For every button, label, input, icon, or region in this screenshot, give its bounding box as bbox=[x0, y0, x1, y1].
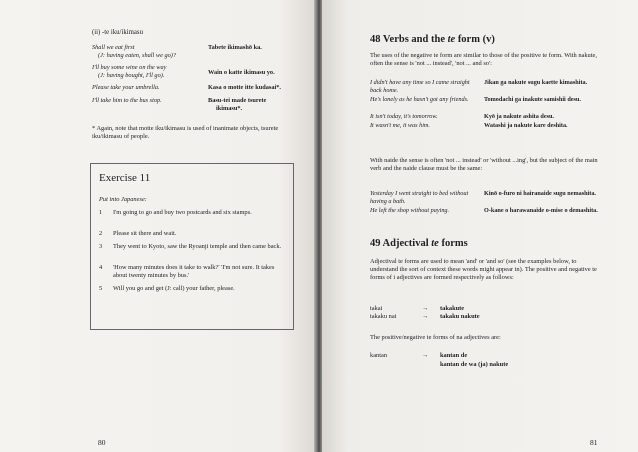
pair-jp: Kyō ja nakute ashita desu. bbox=[484, 113, 554, 120]
arrow-icon: → bbox=[422, 352, 429, 359]
footnote: * Again, note that motte iku/ikimasu is used of inanimate objects, tsurete iku/ikimasu of people. bbox=[92, 125, 279, 140]
pair-en: It wasn't me, it was him. bbox=[370, 122, 430, 129]
na-adjective-text: The positive/negative te forms of na adjectives are: bbox=[370, 334, 501, 341]
title-prefix: 49 Adjectival bbox=[370, 238, 432, 249]
pair-jp: Kinō o-furo ni hairanaide sugu nemashita. bbox=[484, 190, 596, 197]
title-prefix: 48 Verbs and the bbox=[370, 34, 448, 45]
title-suffix: forms bbox=[438, 238, 468, 249]
pair-jp: Watashi ja nakute kare deshita. bbox=[484, 122, 568, 129]
item-text: They went to Kyoto, saw the Ryoanji temple and then came back. bbox=[113, 243, 282, 250]
arrow-icon: → bbox=[422, 313, 429, 320]
example-en: (J: having eaten, shall we go)? bbox=[98, 52, 176, 59]
title-suffix: form (v) bbox=[455, 34, 495, 45]
item-number: 3 bbox=[99, 243, 103, 250]
example-en: Shall we eat first bbox=[92, 44, 135, 51]
exercise-box bbox=[90, 163, 294, 330]
item-number: 1 bbox=[99, 209, 103, 216]
pair-en: He left the shop without paying. bbox=[370, 207, 450, 214]
example-en: Please take your umbrella. bbox=[92, 84, 160, 91]
exercise-instruction: Put into Japanese: bbox=[99, 196, 147, 203]
section-49-intro: Adjectival te forms are used to mean 'and' or 'and so' (see the examples below, to understand the sort of context these words might appear in). The positive and negative te forms of i adjectives are formed respectively as follows: bbox=[370, 258, 597, 281]
example-jp: Basu-tei made tsurete bbox=[208, 97, 267, 104]
left-page bbox=[0, 0, 316, 452]
section-title-49 bbox=[370, 238, 468, 249]
form-to: kantan de wa (ja) nakute bbox=[440, 361, 509, 368]
right-page bbox=[322, 0, 638, 452]
exercise-title: Exercise 11 bbox=[99, 172, 151, 184]
i-form-row bbox=[370, 313, 480, 321]
pair-jp: Jikan ga nakute sugu kaette kimashita. bbox=[484, 79, 588, 86]
na-form-row bbox=[370, 352, 467, 360]
pair-en: Yesterday I went straight to bed without having a bath. bbox=[370, 190, 469, 205]
example-en: (J: having bought, I'll go). bbox=[98, 72, 165, 79]
form-to: kantan de bbox=[440, 352, 468, 359]
page-number: 80 bbox=[98, 438, 106, 447]
example-en: I'll take him to the bus stop. bbox=[92, 97, 162, 104]
example-jp: ikimasu*. bbox=[216, 105, 243, 112]
item-text: I'm going to go and buy two postcards and six stamps. bbox=[113, 209, 252, 216]
na-form-row bbox=[370, 361, 508, 369]
pair-jp: Tomodachi ga inakute samishii desu. bbox=[484, 96, 581, 103]
item-text: 'How many minutes does it take to walk?' 'I'm not sure. It takes about twenty minutes by bus.' bbox=[113, 264, 275, 279]
form-from: takai bbox=[370, 305, 383, 312]
i-form-row bbox=[370, 305, 464, 313]
form-to: takaku nakute bbox=[440, 313, 480, 320]
form-from: takaku nai bbox=[370, 313, 397, 320]
title-em: te bbox=[431, 238, 439, 249]
pair-en: It isn't today, it's tomorrow. bbox=[370, 113, 438, 120]
form-from: kantan bbox=[370, 352, 388, 359]
item-number: 5 bbox=[99, 285, 103, 292]
title-em: te bbox=[447, 34, 456, 45]
page-number: 81 bbox=[590, 438, 598, 447]
arrow-icon: → bbox=[422, 305, 429, 312]
item-number: 2 bbox=[99, 230, 103, 237]
pair-en: He's lonely as he hasn't got any friends. bbox=[370, 96, 469, 103]
pair-en: I didn't have any time so I came straight back home. bbox=[370, 79, 470, 94]
item-text: Will you go and get (J: call) your father, please. bbox=[113, 285, 235, 292]
pair-jp: O-kane o harawanaide o-mise o demashita. bbox=[484, 207, 598, 214]
example-jp: Kasa o motte itte kudasai*. bbox=[208, 84, 281, 91]
item-text: Please sit there and wait. bbox=[113, 230, 177, 237]
item-number: 4 bbox=[99, 264, 103, 271]
naide-explanation: With naide the sense is often 'not ... instead' or 'without ...ing', but the subject of the main verb and the naide clause must be the same: bbox=[370, 157, 598, 172]
example-en: I'll buy some wine on the way bbox=[92, 64, 167, 71]
subheading: (ii) -te iku/ikimasu bbox=[92, 29, 143, 36]
example-jp: Wain o katte ikimasu yo. bbox=[208, 69, 275, 76]
example-jp: Tabete ikimashō ka. bbox=[208, 44, 262, 51]
form-to: takakute bbox=[440, 305, 465, 312]
section-48-intro: The uses of the negative te form are similar to those of the positive te form. With nakute, often the sense is 'not ... instead', 'not ... and so': bbox=[370, 52, 597, 67]
section-title-48 bbox=[370, 34, 495, 45]
